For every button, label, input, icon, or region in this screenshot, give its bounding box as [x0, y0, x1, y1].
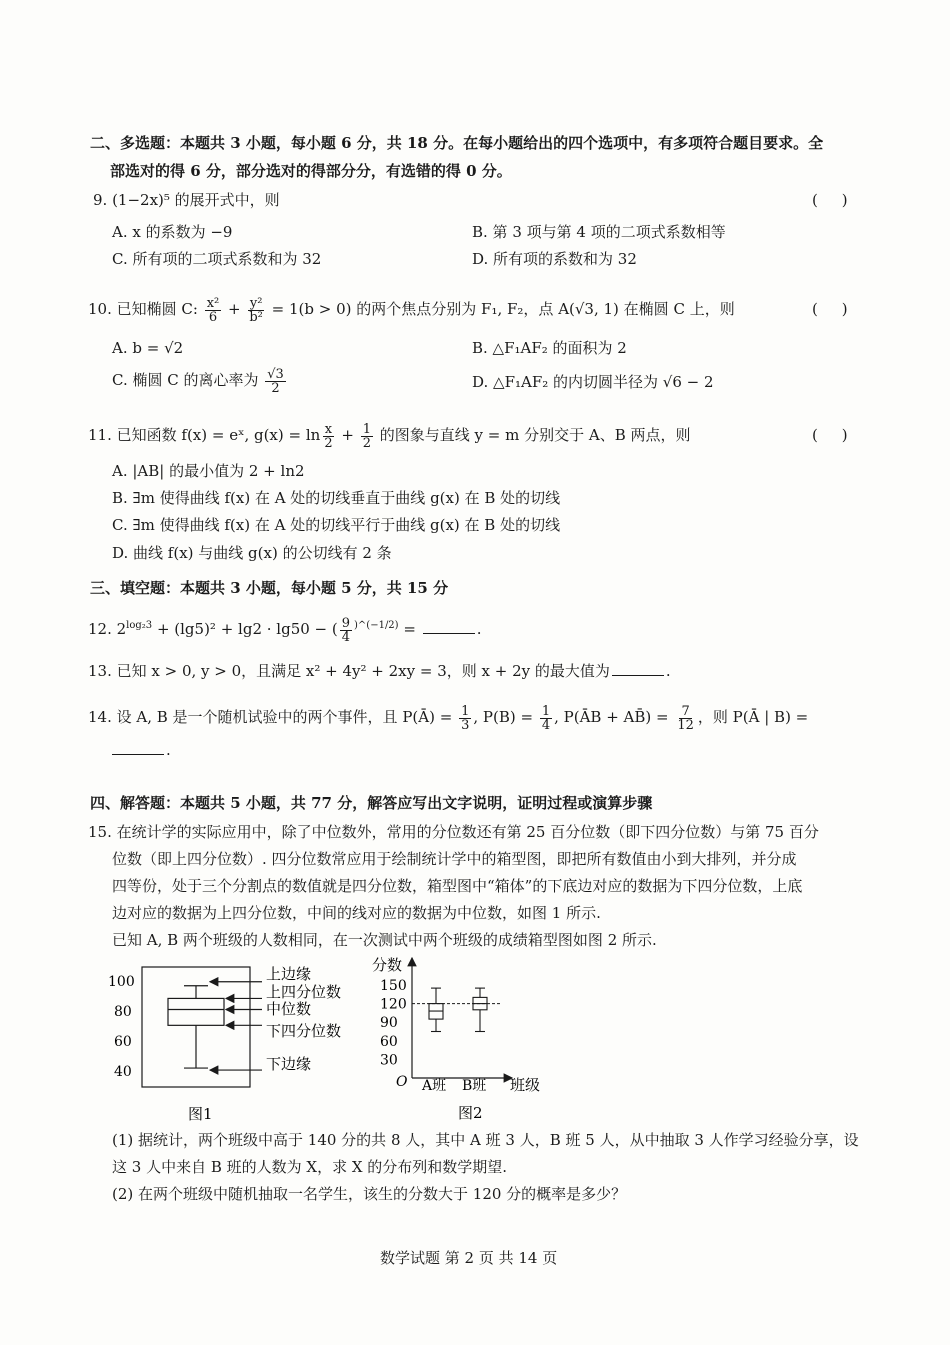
fig1-label-lower-whisker: 下边缘	[266, 1055, 312, 1073]
q12-stem: 12. $2^{log_23} + (\lg 5)^2 + \lg 2 \cdot \lg 50$ − ( $\frac{9}{4}$ $^{)\^{}(-1/2)}$ = .	[88, 615, 482, 645]
fig1-label-median: 中位数	[266, 1000, 312, 1018]
q11-fraction-x2: $\frac{x}{2}$	[324, 421, 333, 451]
section-4-header: 四、解答题：本题共 5 小题，共 77 分，解答应写出文字说明，证明过程或演算步骤	[90, 794, 653, 812]
fig2-tick: 30	[380, 1052, 398, 1069]
q9-option-a: A. x 的系数为 −9	[112, 223, 233, 241]
fig2-tick: 90	[380, 1015, 398, 1032]
q11-option-d: D. 曲线 f(x) 与曲线 g(x) 的公切线有 2 条	[112, 544, 392, 562]
q10-fraction-x: $\frac{\text{x²}}{6}$	[206, 295, 220, 325]
q10-stem: 10. 已知椭圆 C: $\frac{\text{x²}}{6}$ + $\frac{\text{y²}}{\text{b²}}$ = 1(b > 0) 的两个焦点分别为 F₁, F₂，点 A(√3, 1) 在椭圆 C 上，则	[88, 295, 735, 325]
fig2-xlabel: 班级	[510, 1076, 541, 1094]
q10-option-b: B. △F₁AF₂ 的面积为 2	[472, 339, 627, 357]
fig2-tick: 60	[380, 1033, 398, 1050]
q15-paragraph-4: 边对应的数据为上四分位数，中间的线对应的数据为中位数，如图 1 所示.	[112, 904, 601, 922]
q11-fraction-half: $\frac{1}{2}$	[362, 421, 371, 451]
q10-option-c: C. 椭圆 C 的离心率为 $\frac{√3}{2}$	[112, 366, 284, 396]
fig2-tick: 120	[380, 996, 407, 1013]
fig2-origin: O	[396, 1074, 408, 1090]
q14-stem: 14. 设 A, B 是一个随机试验中的两个事件，且 P(Ā) = $\frac{1}{3}$ , P(B) = $\frac{1}{4}$ , P(ĀB + AB̄) = $\frac{7}{12}$ ，则 P(Ā | B) =	[88, 703, 809, 733]
q14-answer-blank[interactable]	[112, 740, 164, 755]
q10-fraction-y: $\frac{\text{y²}}{\text{b²}}$	[249, 295, 263, 325]
q15-sub1-line1: (1) 据统计，两个班级中高于 140 分的共 8 人，其中 A 班 3 人，B 班 5 人，从中抽取 3 人作学习经验分享，设	[112, 1131, 859, 1149]
q15-paragraph-3: 四等份，处于三个分割点的数值就是四分位数，箱型图中“箱体”的下底边对应的数据为下四分位数，上底	[112, 877, 803, 895]
page-footer: 数学试题 第 2 页 共 14 页	[380, 1249, 558, 1267]
fig1-tick: 60	[114, 1034, 132, 1050]
fig1-label-q3: 上四分位数	[266, 983, 342, 1001]
fig1-label-q1: 下四分位数	[266, 1022, 342, 1040]
q15-paragraph-5: 已知 A, B 两个班级的人数相同，在一次测试中两个班级的成绩箱型图如图 2 所示.	[112, 931, 657, 949]
section-2-header-line1: 二、多选题：本题共 3 小题，每小题 6 分，共 18 分。在每小题给出的四个选项中，有多项符合题目要求。全	[90, 134, 824, 152]
fig1-tick: 40	[114, 1064, 132, 1080]
q10-option-a: A. b = √2	[112, 339, 184, 357]
fig2-category-b: B班	[462, 1078, 487, 1094]
fig1-tick: 80	[114, 1004, 132, 1020]
fig2-caption: 图2	[458, 1104, 483, 1122]
fig1-label-upper-whisker: 上边缘	[266, 965, 312, 983]
q9-option-b: B. 第 3 项与第 4 项的二项式系数相等	[472, 223, 726, 241]
q14-fraction-sum: $\frac{7}{12}$	[677, 703, 694, 733]
q11-option-a: A. |AB| 的最小值为 2 + ln2	[112, 462, 305, 480]
figure-1	[100, 955, 370, 1130]
q14-fraction-pb: $\frac{1}{4}$	[541, 703, 551, 733]
q15-paragraph-1: 15. 在统计学的实际应用中，除了中位数外，常用的分位数还有第 25 百分位数（即下四分位数）与第 75 百分	[88, 823, 819, 841]
figure-2	[370, 950, 560, 1130]
q10-c-fraction: $\frac{√3}{2}$	[267, 366, 284, 396]
q10-stem-post: = 1(b > 0) 的两个焦点分别为 F₁, F₂，点 A(√3, 1) 在椭圆 C 上，则	[266, 300, 735, 318]
q15-sub1-line2: 这 3 人中来自 B 班的人数为 X，求 X 的分布列和数学期望.	[112, 1158, 508, 1176]
q10-stem-pre: 10. 已知椭圆 C:	[88, 300, 203, 318]
q10-option-d: D. △F₁AF₂ 的内切圆半径为 √6 − 2	[472, 373, 714, 391]
fig2-category-a: A班	[422, 1078, 447, 1094]
q15-sub2: (2) 在两个班级中随机抽取一名学生，该生的分数大于 120 分的概率是多少？	[112, 1185, 627, 1203]
q10-answer-paren: ( )	[812, 300, 848, 318]
fig2-tick: 150	[380, 978, 407, 994]
section-2-header-line2: 部选对的得 6 分，部分选对的得部分分，有选错的得 0 分。	[110, 162, 512, 180]
fig2-ylabel: 分数	[372, 956, 403, 974]
q12-fraction: $\frac{9}{4}$	[341, 615, 351, 645]
q9-answer-paren: ( )	[812, 191, 848, 209]
q11-answer-paren: ( )	[812, 426, 848, 444]
fig1-caption: 图1	[188, 1105, 213, 1123]
q9-option-d: D. 所有项的系数和为 32	[472, 250, 637, 268]
q12-answer-blank[interactable]	[423, 619, 475, 634]
q14-fraction-pa: $\frac{1}{3}$	[461, 703, 470, 733]
q13-answer-blank[interactable]	[612, 661, 664, 676]
q11-option-b: B. ∃m 使得曲线 f(x) 在 A 处的切线垂直于曲线 g(x) 在 B 处的切线	[112, 489, 561, 507]
q9-stem: 9. (1−2x)⁵ 的展开式中，则	[93, 191, 280, 209]
q11-stem: 11. 已知函数 f(x) = eˣ, g(x) = ln $\frac{x}{2}$ + $\frac{1}{2}$ 的图象与直线 y = m 分别交于 A、B 两点，则	[88, 421, 691, 451]
q12-exponent: log₂3	[126, 620, 153, 631]
q14-answer-line: .	[110, 740, 171, 760]
fig1-tick: 100	[108, 974, 135, 990]
q11-option-c: C. ∃m 使得曲线 f(x) 在 A 处的切线平行于曲线 g(x) 在 B 处的切线	[112, 516, 561, 534]
q15-paragraph-2: 位数（即上四分位数）. 四分位数常应用于绘制统计学中的箱型图，即把所有数值由小到大排列，并分成	[112, 850, 797, 868]
q13-stem: 13. 已知 x > 0, y > 0，且满足 x² + 4y² + 2xy = 3，则 x + 2y 的最大值为 .	[88, 662, 671, 680]
fig1-box-body	[168, 998, 224, 1025]
q9-option-c: C. 所有项的二项式系数和为 32	[112, 250, 322, 268]
section-3-header: 三、填空题：本题共 3 小题，每小题 5 分，共 15 分	[90, 579, 449, 597]
q12-power: )^(−1/2)	[354, 620, 399, 631]
